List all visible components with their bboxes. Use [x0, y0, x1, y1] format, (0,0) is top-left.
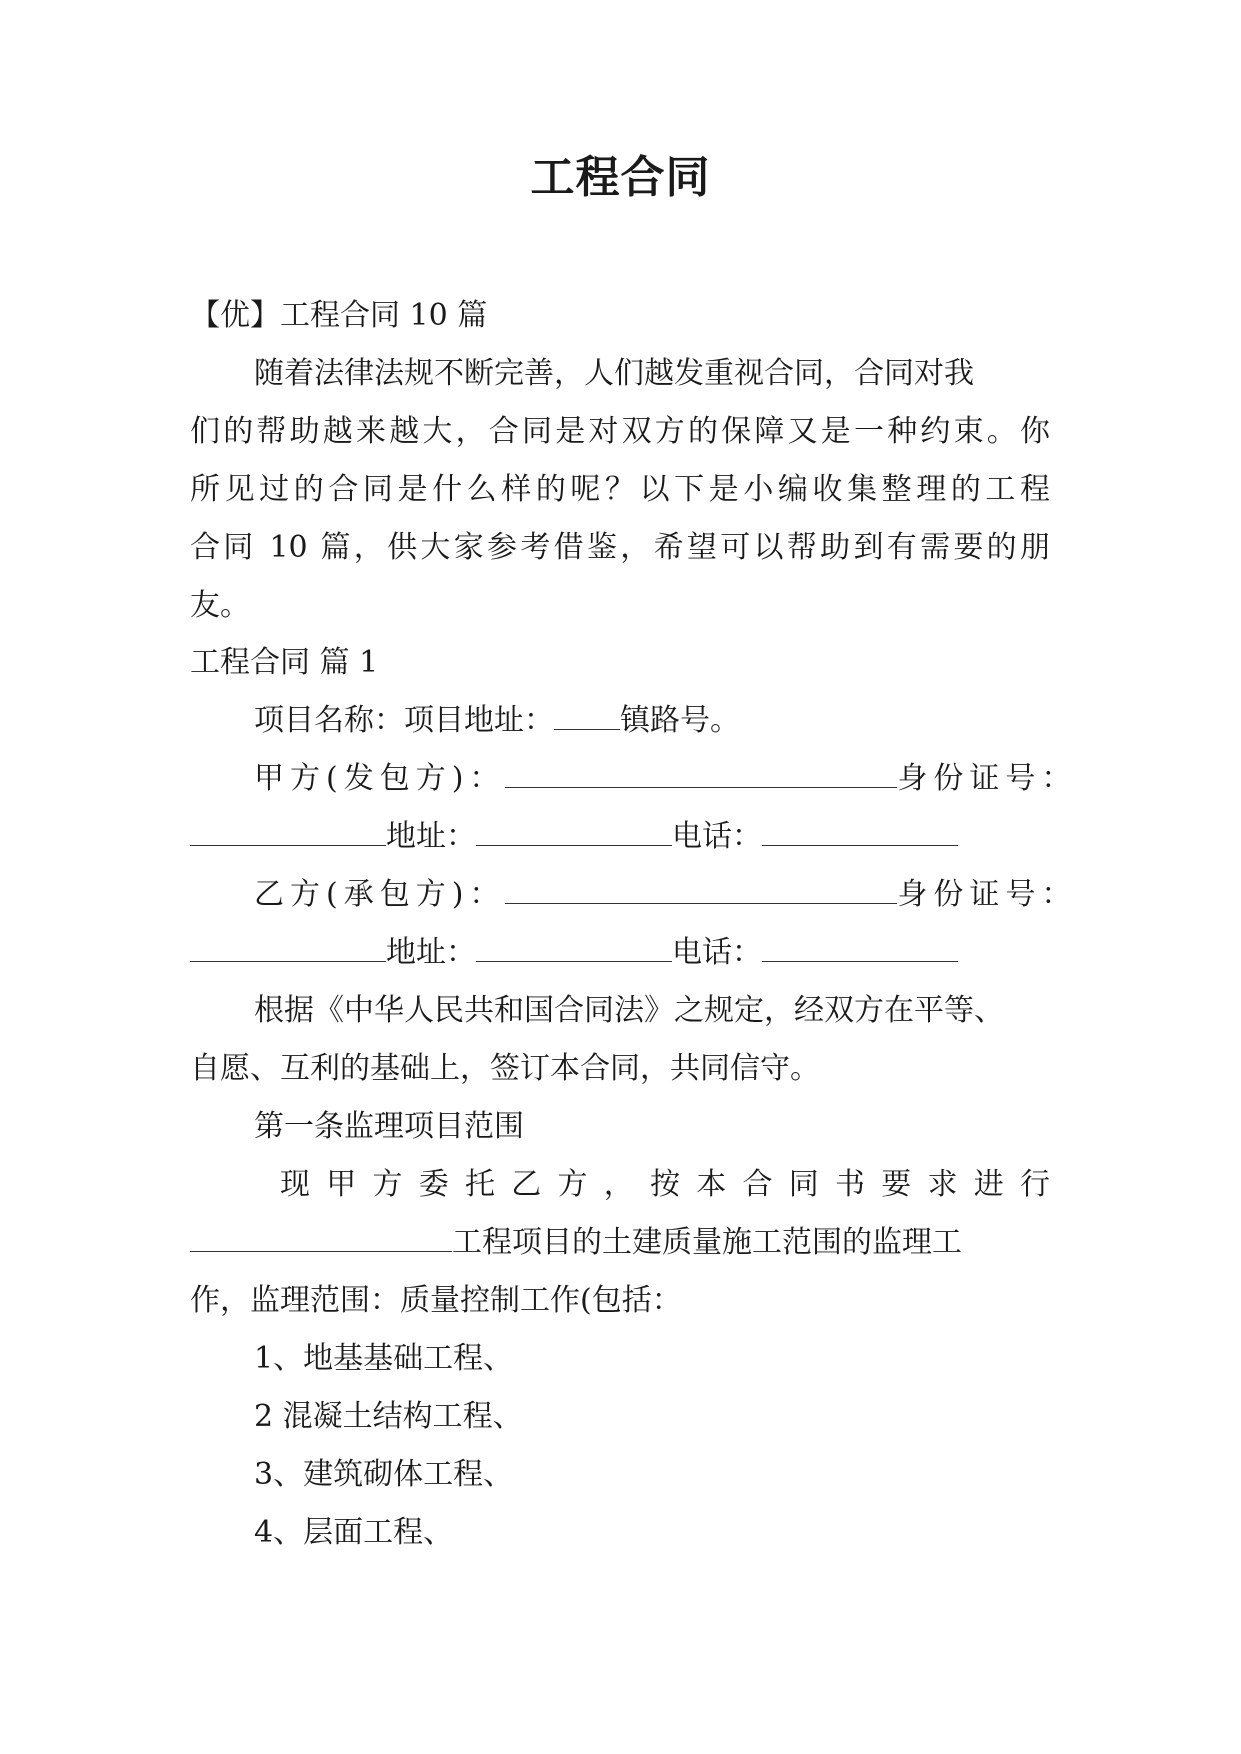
blank-field — [505, 761, 897, 788]
blank-field — [476, 935, 672, 962]
list-item: 2 混凝土结构工程、 — [254, 1399, 523, 1434]
document-heading: 【优】工程合同 10 篇 — [190, 298, 488, 333]
address-label: 地址： — [386, 819, 476, 854]
id-label: 身份证号： — [897, 877, 1078, 912]
list-item: 1、地基基础工程、 — [254, 1341, 514, 1376]
blank-field — [190, 935, 386, 962]
list-item: 3、建筑砌体工程、 — [254, 1457, 514, 1492]
party-b-label: 乙方(承包方)： — [254, 877, 506, 912]
list-item: 4、层面工程、 — [254, 1515, 454, 1550]
project-line — [254, 701, 1114, 741]
party-b-line — [254, 875, 1114, 915]
intro-line: 友。 — [190, 588, 250, 623]
project-label: 项目名称：项目地址： — [254, 703, 554, 738]
intro-line: 随着法律法规不断完善，人们越发重视合同，合同对我 — [254, 356, 974, 391]
party-a-line — [254, 759, 1114, 799]
phone-label: 电话： — [672, 819, 762, 854]
basis-line: 自愿、互利的基础上，签订本合同，共同信守。 — [190, 1051, 820, 1086]
project-suffix: 镇路号。 — [620, 703, 740, 738]
basis-line: 根据《中华人民共和国合同法》之规定，经双方在平等、 — [254, 993, 1004, 1028]
blank-field — [554, 703, 620, 730]
article-text: 工程项目的土建质量施工范围的监理工 — [452, 1225, 962, 1260]
blank-field — [476, 819, 672, 846]
party-b-contact-line — [190, 933, 1050, 973]
blank-field — [505, 877, 897, 904]
party-a-label: 甲方(发包方)： — [254, 761, 506, 796]
article-line: 作，监理范围：质量控制工作(包括： — [190, 1283, 682, 1318]
blank-field — [762, 935, 958, 962]
blank-field — [190, 1225, 452, 1252]
intro-line: 们的帮助越来越大，合同是对双方的保障又是一种约束。你 — [190, 414, 1050, 449]
party-a-contact-line — [190, 817, 1050, 857]
phone-label: 电话： — [672, 935, 762, 970]
blank-field — [762, 819, 958, 846]
blank-field — [190, 819, 386, 846]
address-label: 地址： — [386, 935, 476, 970]
article-title: 第一条监理项目范围 — [254, 1109, 524, 1144]
intro-line: 所见过的合同是什么样的呢？以下是小编收集整理的工程 — [190, 472, 1050, 507]
document-title: 工程合同 — [530, 152, 711, 203]
article-line: 现甲方委托乙方，按本合同书要求进行 — [280, 1167, 1050, 1202]
id-label: 身份证号： — [897, 761, 1078, 796]
article-line — [190, 1223, 1050, 1263]
section-title: 工程合同 篇 1 — [190, 645, 379, 680]
intro-line: 合同 10 篇，供大家参考借鉴，希望可以帮助到有需要的朋 — [190, 530, 1050, 565]
